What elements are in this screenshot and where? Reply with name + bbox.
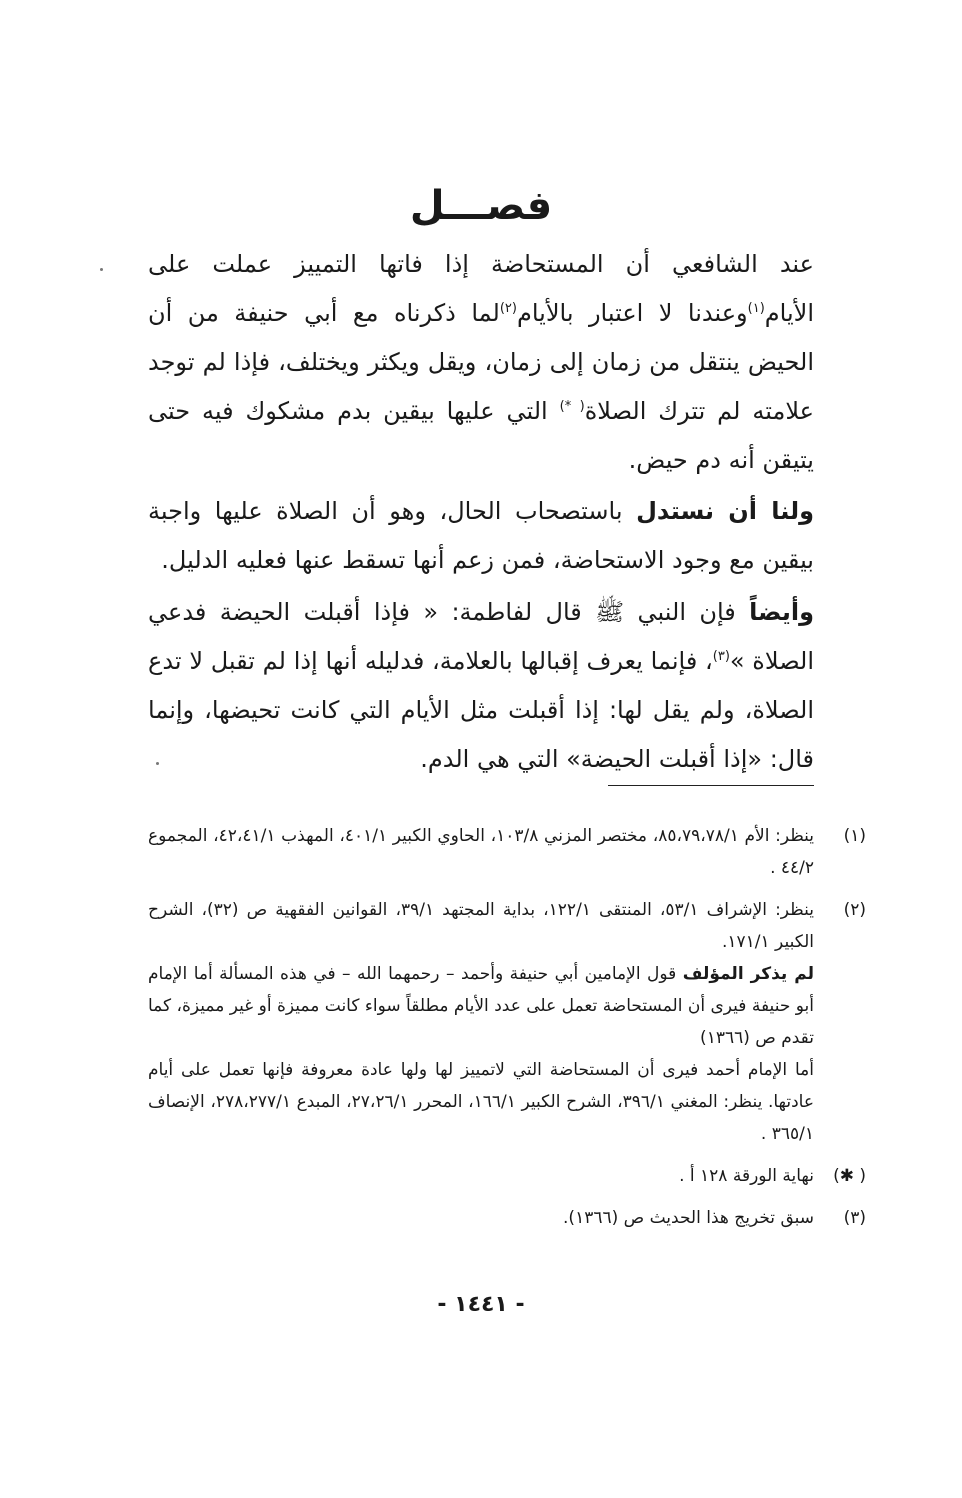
paragraph-3-lead: وأيضاً [749, 598, 814, 626]
footnote-3-text: سبق تخريج هذا الحديث ص (١٣٦٦). [563, 1208, 814, 1228]
footnote-2-number: (٢) [843, 900, 866, 920]
footnote-1-text: ينظر: الأم ٨٥،٧٩،٧٨/١، مختصر المزني ١٠٣/٨، الحاوي الكبير ٤٠١/١، المهذب ٤٢،٤١/١، المجموع ٤٤/٢ . [148, 826, 815, 878]
paragraph-1-part-d: التي عليها بيقين بدم مشكوك فيه حتى يتيقن أنه دم حيض. [148, 397, 814, 474]
footnote-ref-3: (٣) [712, 649, 730, 664]
footnote-ref-1: (١) [747, 301, 765, 316]
paragraph-3 [148, 588, 814, 784]
footnote-2-text: ينظر: الإشراف ٥٣/١، المنتقى ١٢٢/١، بداية المجتهد ٣٩/١، القوانين الفقهية ص (٣٢)، الشرح الكبير ١٧١/١. [148, 900, 814, 952]
footnote-star-number: ( ✱) [833, 1166, 866, 1186]
page-number: - ١٤٤١ - [437, 1292, 525, 1317]
footnote-2-note-a: قول الإمامين أبي حنيفة وأحمد – رحمهما الله – في هذه المسألة أما الإمام أبو حنيفة فيرى أن المستحاضة تعمل على عدد الأيام مطلقاً سواء كانت مميزة أو غير مميزة، كما تقدم ص (١٣٦٦) [148, 964, 814, 1048]
footnote-ref-star: ( *) [559, 399, 585, 414]
footnote-2-note [148, 958, 814, 1054]
paragraph-2-lead: ولنا أن نستدل [636, 497, 814, 525]
footnote-1-number: (١) [843, 826, 866, 846]
footnote-star-text: نهاية الورقة ١٢٨ أ . [679, 1166, 814, 1186]
paragraph-1-part-b: وعندنا لا اعتبار بالأيام [516, 299, 748, 327]
paragraph-2 [148, 487, 814, 585]
footnote-3 [148, 1202, 866, 1234]
paragraph-2-rest: باستصحاب الحال، وهو أن الصلاة عليها واجبة بيقين مع وجود الاستحاضة، فمن زعم أنها تسقط عنها فعليه الدليل. [148, 497, 814, 574]
paragraph-3-part-b: ، فإنما يعرف إقبالها بالعلامة، فدليله أنها إذا لم تقبل لا تدع الصلاة، ولم يقل لها: إذا أقبلت مثل الأيام التي كانت تحيضها، وإنما قال: «إذا أقبلت الحيضة» التي هي الدم. [148, 647, 814, 773]
footnotes [148, 820, 866, 1244]
footnote-separator [608, 785, 814, 786]
footnote-star [148, 1160, 866, 1192]
footnote-1 [148, 820, 866, 884]
footnote-2-note-lead: لم يذكر المؤلف [682, 964, 814, 984]
section-title: فصـــل [409, 183, 553, 229]
paragraph-1-part-a: عند الشافعي أن المستحاضة إذا فاتها التمييز عملت على الأيام [148, 250, 814, 327]
footnote-3-number: (٣) [843, 1208, 866, 1228]
paragraph-3-part-a: فإن النبي ﷺ قال لفاطمة: « فإذا أقبلت الحيضة فدعي الصلاة » [148, 598, 814, 675]
paragraph-1 [148, 240, 814, 485]
paragraph-1-part-c: لما ذكرناه مع أبي حنيفة من أن الحيض ينتقل من زمان إلى زمان، ويقل ويكثر ويختلف، فإذا لم توجد علامته لم تترك الصلاة [148, 299, 814, 425]
footnote-2-note-b: أما الإمام أحمد فيرى أن المستحاضة التي لاتمييز لها ولها عادة معروفة فإنها تعمل على أيام عادتها. ينظر: المغني ٣٩٦/١، الشرح الكبير ١٦٦/١، المحرر ٢٧،٢٦/١، المبدع ٢٧٨،٢٧٧/١، الإنصاف ٣٦٥/١ . [148, 1060, 814, 1144]
scan-speck [100, 268, 103, 271]
scan-speck [156, 762, 159, 765]
footnote-ref-2: (٢) [499, 301, 517, 316]
footnote-2 [148, 894, 866, 1150]
